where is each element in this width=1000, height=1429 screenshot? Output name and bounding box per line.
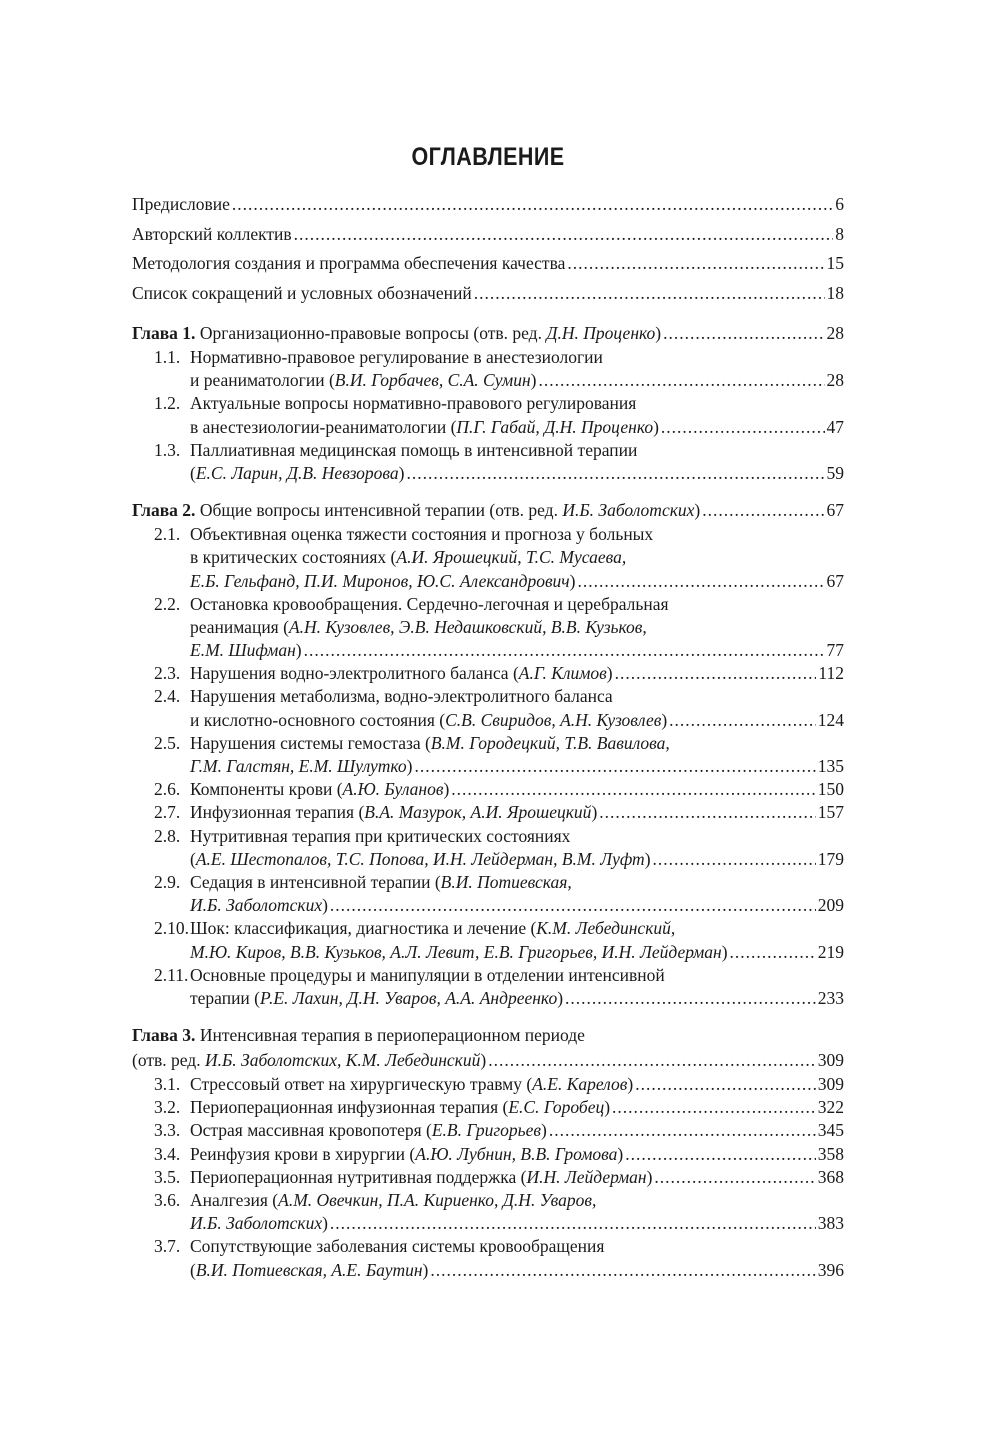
- toc-entry-cont[interactable]: (Е.С. Ларин, Д.В. Невзорова) ..... 59: [132, 462, 844, 485]
- front-matter: [132, 190, 844, 308]
- toc-entry[interactable]: Методология создания и программа обеспечения качества ..... 15: [132, 249, 844, 279]
- toc-entry[interactable]: 3.6. Аналгезия (А.М. Овечкин, П.А. Кириенко, Д.Н. Уваров,: [154, 1190, 597, 1210]
- toc-entry[interactable]: 2.8. Нутритивная терапия при критических состояниях: [154, 825, 571, 846]
- toc-entry[interactable]: 2.9. Седация в интенсивной терапии (В.И. Потиевская,: [154, 871, 572, 892]
- toc-entry[interactable]: 2.11.Основные процедуры и манипуляции в отделении интенсивной: [154, 964, 665, 985]
- chapter-heading-cont[interactable]: (отв. ред. И.Б. Заболотских, К.М. Лебединский) ..... 309: [132, 1048, 844, 1073]
- toc-entry-cont[interactable]: (В.И. Потиевская, А.Е. Баутин) ..... 396: [132, 1259, 844, 1282]
- chapter-heading[interactable]: Глава 1. Организационно-правовые вопросы (отв. ред. Д.Н. Проценко) ..... 28: [132, 321, 844, 346]
- toc-entry-cont[interactable]: Е.М. Шифман) ..... 77: [132, 639, 844, 662]
- toc-entry[interactable]: 3.7. Сопутствующие заболевания системы кровообращения: [154, 1236, 605, 1257]
- toc-entry-cont[interactable]: (А.Е. Шестопалов, Т.С. Попова, И.Н. Лейдерман, В.М. Луфт) ..... 179: [132, 848, 844, 871]
- toc-entry[interactable]: 2.10.Шок: классификация, диагностика и лечение (К.М. Лебединский,: [154, 918, 676, 939]
- chapter-2: [132, 498, 844, 1010]
- toc-entry[interactable]: Предисловие ..... 6: [132, 190, 844, 220]
- toc-page: [132, 140, 844, 1295]
- toc-entry-cont[interactable]: И.Б. Заболотских) ..... 209: [132, 894, 844, 917]
- chapter-3: [132, 1023, 844, 1282]
- toc-entry[interactable]: Авторский коллектив ..... 8: [132, 220, 844, 250]
- toc-entry[interactable]: 2.4. Нарушения метаболизма, водно-электролитного баланса: [154, 686, 613, 707]
- toc-entry[interactable]: 2.6. Компоненты крови (А.Ю. Буланов) ..... 150: [132, 778, 844, 801]
- chapter-heading[interactable]: Глава 2. Общие вопросы интенсивной терапии (отв. ред. И.Б. Заболотских) ..... 67: [132, 498, 844, 523]
- chapter-1: [132, 321, 844, 485]
- toc-entry-cont[interactable]: в анестезиологии-реаниматологии (П.Г. Габай, Д.Н. Проценко) ..... 47: [132, 416, 844, 439]
- toc-entry-cont[interactable]: и реаниматологии (В.И. Горбачев, С.А. Сумин) ..... 28: [132, 369, 844, 392]
- toc-entry-cont[interactable]: в критических состояниях (А.И. Ярошецкий, Т.С. Мусаева,: [190, 547, 627, 568]
- toc-entry[interactable]: 2.1. Объективная оценка тяжести состояния и прогноза у больных: [154, 524, 654, 545]
- toc-entry[interactable]: Список сокращений и условных обозначений ..... 18: [132, 279, 844, 309]
- toc-entry[interactable]: 2.5. Нарушения системы гемостаза (В.М. Городецкий, Т.В. Вавилова,: [154, 732, 670, 753]
- toc-entry-cont[interactable]: и кислотно-основного состояния (С.В. Свиридов, А.Н. Кузовлев) ..... 124: [132, 709, 844, 732]
- toc-entry[interactable]: 1.1. Нормативно-правовое регулирование в анестезиологии: [154, 347, 603, 367]
- chapter-heading[interactable]: Глава 3. Интенсивная терапия в периоперационном периоде: [132, 1025, 585, 1046]
- toc-entry[interactable]: 3.1. Стрессовый ответ на хирургическую травму (А.Е. Карелов) ..... 309: [132, 1073, 844, 1096]
- toc-entry-cont[interactable]: Г.М. Галстян, Е.М. Шулутко) ..... 135: [132, 755, 844, 778]
- toc-entry-cont[interactable]: терапии (Р.Е. Лахин, Д.Н. Уваров, А.А. Андреенко) ..... 233: [132, 987, 844, 1010]
- page-title: ОГЛАВЛЕНИЕ: [411, 143, 565, 171]
- toc-entry[interactable]: 3.2. Периоперационная инфузионная терапия (Е.С. Горобец) ..... 322: [132, 1096, 844, 1119]
- toc-entry[interactable]: 1.3. Паллиативная медицинская помощь в интенсивной терапии: [154, 439, 638, 460]
- toc-entry[interactable]: 3.3. Острая массивная кровопотеря (Е.В. Григорьев) ..... 345: [132, 1119, 844, 1142]
- toc-entry-cont[interactable]: И.Б. Заболотских) ..... 383: [132, 1212, 844, 1235]
- toc-entry[interactable]: 1.2. Актуальные вопросы нормативно-правового регулирования: [154, 393, 637, 414]
- toc-entry[interactable]: 3.4. Реинфузия крови в хирургии (А.Ю. Лубнин, В.В. Громова) ..... 358: [132, 1143, 844, 1166]
- toc-entry-cont[interactable]: Е.Б. Гельфанд, П.И. Миронов, Ю.С. Александрович) ..... 67: [132, 570, 844, 593]
- toc-entry-cont[interactable]: М.Ю. Киров, В.В. Кузьков, А.Л. Левит, Е.В. Григорьев, И.Н. Лейдерман) ..... 219: [132, 941, 844, 964]
- toc-entry[interactable]: 2.2. Остановка кровообращения. Сердечно-легочная и церебральная: [154, 593, 669, 614]
- toc-entry[interactable]: 2.3. Нарушения водно-электролитного баланса (А.Г. Климов) ..... 112: [132, 662, 844, 685]
- toc-entry[interactable]: 3.5. Периоперационная нутритивная поддержка (И.Н. Лейдерман) ..... 368: [132, 1166, 844, 1189]
- toc-entry-cont[interactable]: реанимация (А.Н. Кузовлев, Э.В. Недашковский, В.В. Кузьков,: [190, 616, 647, 637]
- toc-entry[interactable]: 2.7. Инфузионная терапия (В.А. Мазурок, А.И. Ярошецкий) ..... 157: [132, 801, 844, 824]
